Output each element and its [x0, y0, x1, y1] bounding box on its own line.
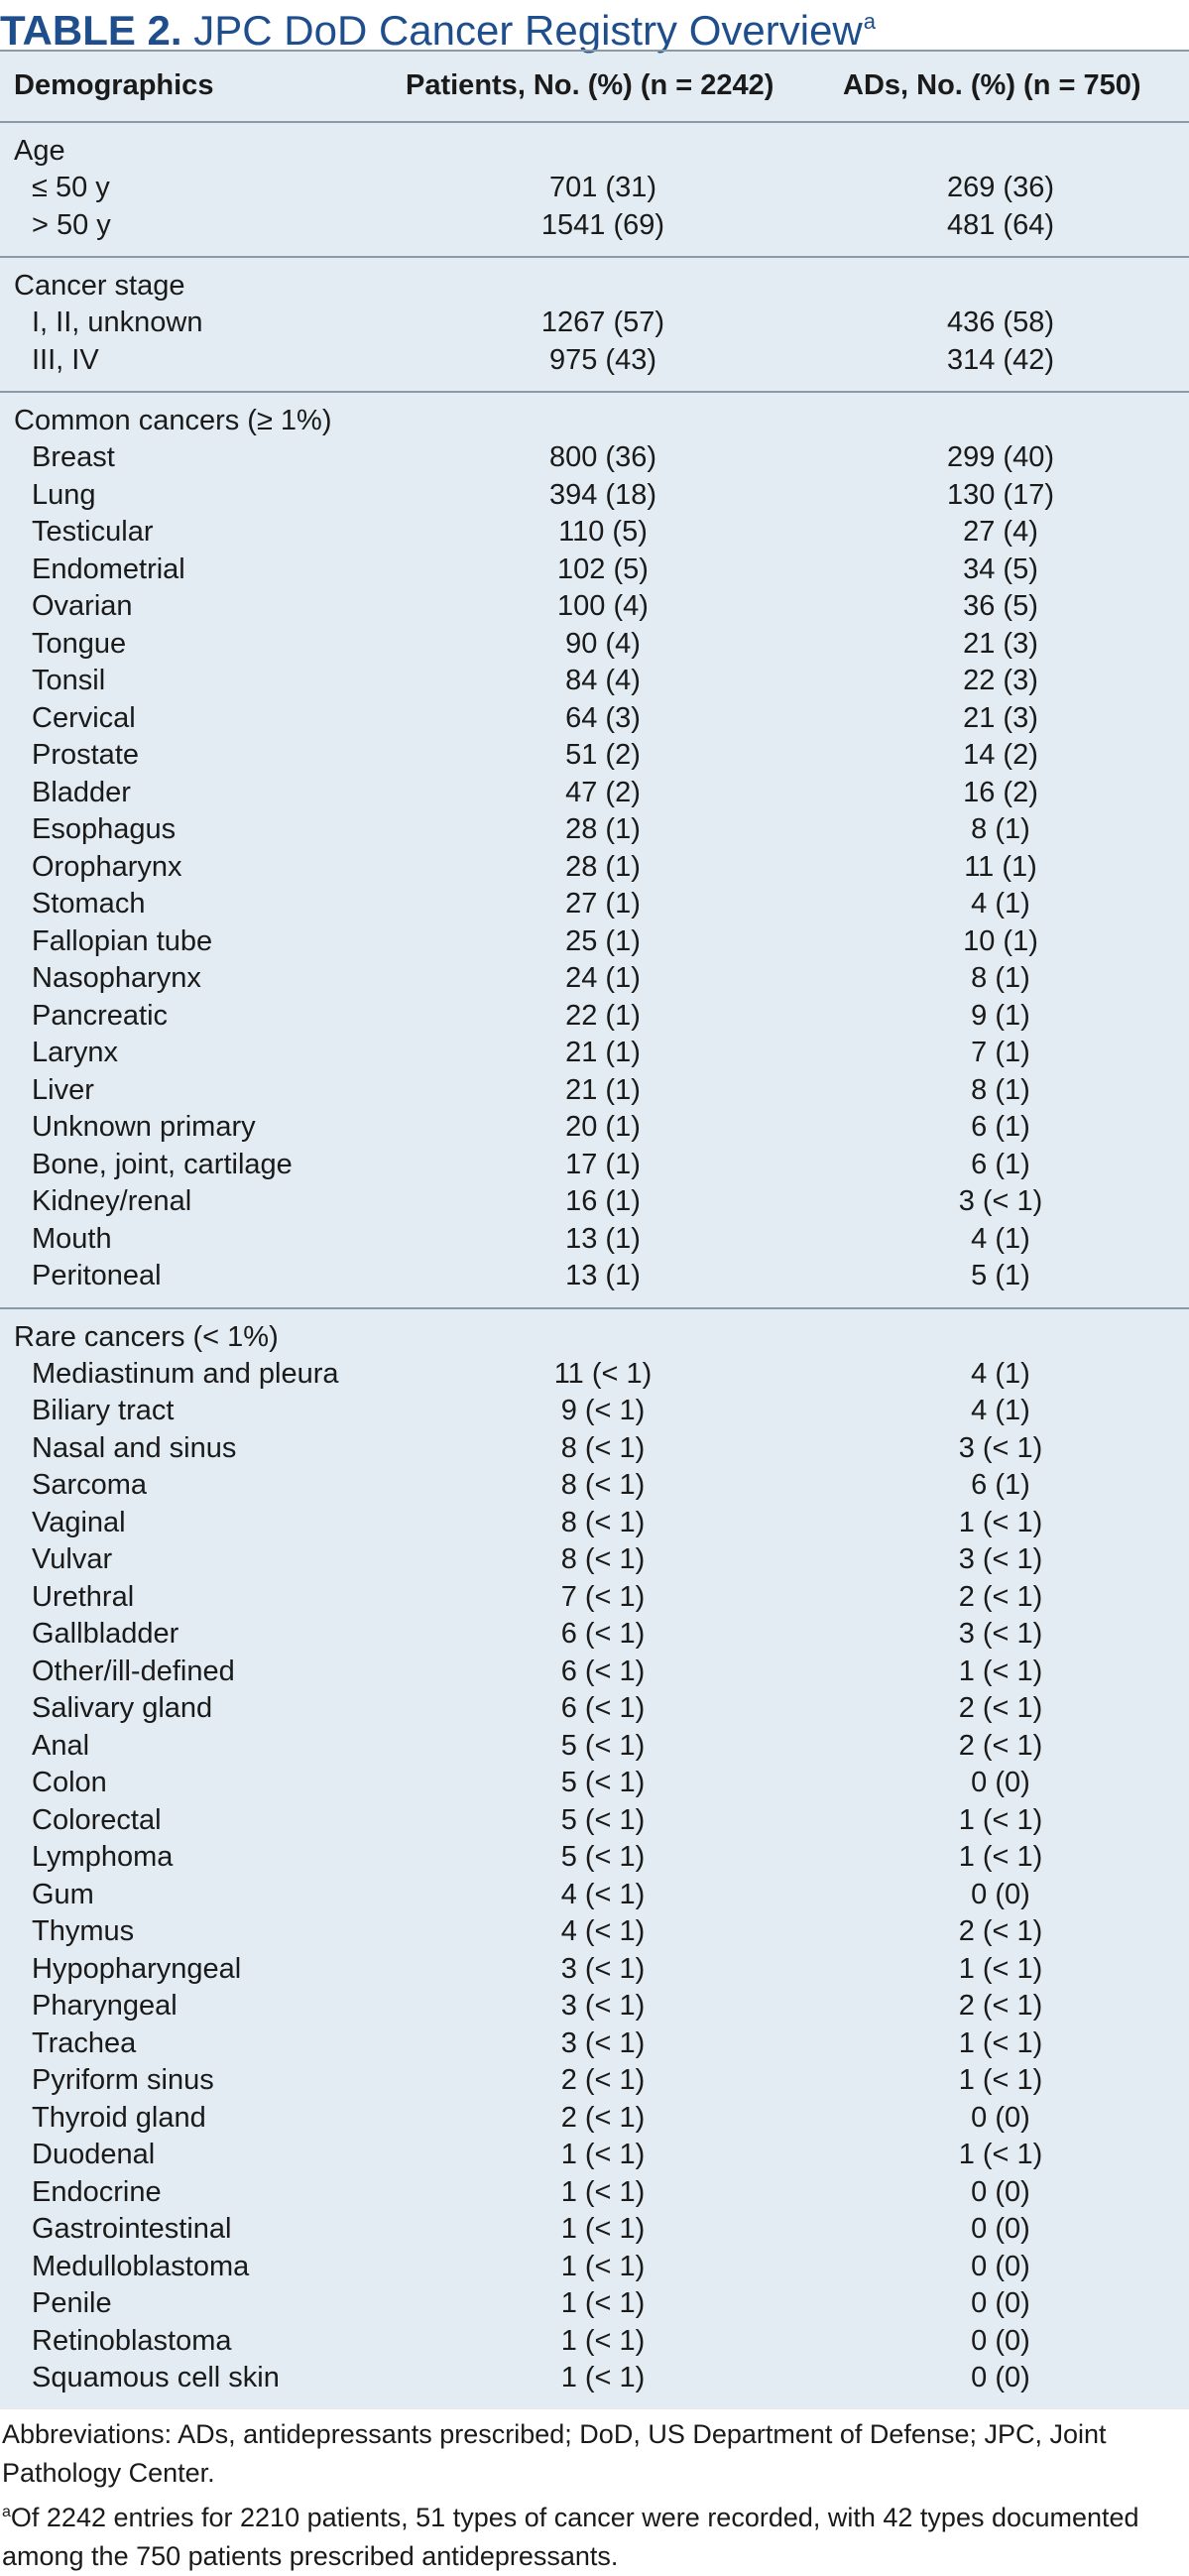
row-label: Kidney/renal — [32, 1185, 192, 1217]
ads-value: 0 (0) — [971, 2250, 1030, 2282]
row-label: Penile — [32, 2287, 112, 2319]
patients-value: 28 (1) — [565, 813, 641, 845]
table-row — [0, 2174, 1189, 2212]
table-row — [0, 439, 1189, 477]
patients-value: 13 (1) — [565, 1260, 641, 1291]
patients-value: 102 (5) — [557, 552, 649, 585]
ads-value: 8 (1) — [971, 1073, 1030, 1106]
table-row — [0, 1951, 1189, 1989]
title-footnote-mark: a — [863, 9, 877, 34]
table-row — [0, 1109, 1189, 1147]
row-label: Medulloblastoma — [32, 2250, 250, 2282]
row-label: Cervical — [32, 701, 136, 734]
section-title: Age — [14, 135, 65, 167]
patients-value: 6 (< 1) — [560, 1618, 646, 1650]
ads-value: 5 (1) — [971, 1260, 1030, 1291]
patients-value: 110 (5) — [558, 516, 648, 548]
ads-value: 6 (1) — [971, 1469, 1030, 1501]
ads-value: 269 (36) — [946, 172, 1055, 203]
ads-value: 8 (1) — [971, 813, 1030, 845]
ads-value: 130 (17) — [946, 478, 1055, 511]
ads-value: 481 (64) — [946, 208, 1055, 241]
patients-value: 21 (1) — [565, 1073, 641, 1106]
patients-value: 1 (< 1) — [560, 2324, 646, 2357]
ads-value: 1 (< 1) — [958, 2139, 1043, 2170]
row-label: Lymphoma — [32, 1841, 174, 1873]
ads-value: 1 (< 1) — [958, 1952, 1043, 1985]
patients-value: 3 (< 1) — [560, 2026, 646, 2059]
ads-value: 21 (3) — [963, 701, 1038, 734]
ads-value: 1 (< 1) — [958, 1803, 1043, 1836]
section-title: Common cancers (≥ 1%) — [14, 405, 332, 436]
row-label: Gallbladder — [32, 1618, 179, 1650]
patients-value: 22 (1) — [565, 999, 641, 1032]
table-row — [0, 305, 1189, 342]
ads-value: 2 (< 1) — [958, 1692, 1043, 1724]
ads-value: 6 (1) — [971, 1148, 1030, 1180]
row-label: Tongue — [32, 627, 127, 660]
table-row — [0, 2323, 1189, 2361]
patients-value: 3 (< 1) — [560, 1990, 646, 2022]
row-label: Breast — [32, 441, 115, 473]
table-row — [0, 2249, 1189, 2286]
ads-value: 299 (40) — [946, 441, 1055, 473]
patients-value: 6 (< 1) — [560, 1692, 646, 1724]
table-row — [0, 663, 1189, 700]
patients-value: 4 (< 1) — [560, 1878, 646, 1910]
patients-value: 1541 (69) — [540, 208, 665, 241]
table-row — [0, 960, 1189, 998]
row-label: Ovarian — [32, 590, 133, 622]
patients-value: 51 (2) — [565, 739, 641, 771]
row-label: Colorectal — [32, 1803, 162, 1836]
ads-value: 2 (< 1) — [958, 1990, 1043, 2022]
row-label: Unknown primary — [32, 1111, 256, 1143]
patients-value: 11 (< 1) — [553, 1357, 653, 1390]
patients-value: 27 (1) — [565, 888, 641, 920]
row-label: Urethral — [32, 1580, 135, 1613]
patients-value: 8 (< 1) — [560, 1506, 646, 1538]
patients-value: 800 (36) — [548, 441, 657, 473]
row-label: Testicular — [32, 516, 154, 548]
ads-value: 14 (2) — [963, 739, 1038, 771]
table-row — [0, 552, 1189, 589]
table-row — [0, 207, 1189, 245]
row-label: Pharyngeal — [32, 1990, 178, 2022]
footnote-a — [2, 2493, 1189, 2576]
table-row — [0, 2360, 1189, 2397]
row-label: Thyroid gland — [32, 2101, 206, 2134]
ads-value: 4 (1) — [971, 1357, 1030, 1390]
row-label: Nasal and sinus — [32, 1431, 237, 1464]
row-label: Prostate — [32, 739, 139, 771]
ads-value: 8 (1) — [971, 962, 1030, 994]
table-row — [0, 811, 1189, 849]
patients-value: 1 (< 1) — [560, 2287, 646, 2319]
table-row — [0, 1877, 1189, 1914]
table-row — [0, 1035, 1189, 1072]
row-label: Endometrial — [32, 552, 185, 585]
row-label: Endocrine — [32, 2175, 162, 2208]
row-label: Other/ill-defined — [32, 1655, 235, 1687]
table-header — [0, 50, 1189, 123]
ads-value: 4 (1) — [971, 1222, 1030, 1255]
patients-value: 2 (< 1) — [560, 2101, 646, 2134]
patients-value: 5 (< 1) — [560, 1803, 646, 1836]
ads-value: 0 (0) — [971, 2101, 1030, 2134]
ads-value: 27 (4) — [963, 516, 1038, 548]
table-row — [0, 1690, 1189, 1728]
patients-value: 84 (4) — [565, 665, 641, 696]
table-section — [0, 123, 1189, 258]
ads-value: 1 (< 1) — [958, 2026, 1043, 2059]
ads-value: 0 (0) — [971, 2287, 1030, 2319]
row-label: III, IV — [32, 343, 99, 376]
data-table — [0, 50, 1189, 2409]
patients-value: 1 (< 1) — [560, 2139, 646, 2170]
row-label: Duodenal — [32, 2139, 156, 2170]
patients-value: 8 (< 1) — [560, 1431, 646, 1464]
patients-value: 1 (< 1) — [560, 2250, 646, 2282]
row-label: Biliary tract — [32, 1395, 175, 1426]
table-row — [0, 1802, 1189, 1840]
table-row — [0, 2062, 1189, 2100]
table-row — [0, 2025, 1189, 2063]
ads-value: 1 (< 1) — [958, 1655, 1043, 1687]
table-section — [0, 1309, 1189, 2409]
row-label: Lung — [32, 478, 96, 511]
row-label: Mouth — [32, 1222, 112, 1255]
ads-value: 9 (1) — [971, 999, 1030, 1032]
row-label: Bone, joint, cartilage — [32, 1148, 293, 1180]
patients-value: 17 (1) — [565, 1148, 641, 1180]
row-label: Colon — [32, 1767, 107, 1798]
table-section — [0, 258, 1189, 393]
table-row — [0, 1505, 1189, 1542]
patients-value: 9 (< 1) — [560, 1395, 646, 1426]
ads-value: 3 (< 1) — [958, 1543, 1043, 1575]
row-label: Retinoblastoma — [32, 2324, 232, 2357]
footnote-mark: a — [2, 2503, 11, 2520]
row-label: Gum — [32, 1878, 94, 1910]
column-header-demographics: Demographics — [14, 69, 214, 101]
table-row — [0, 1654, 1189, 1691]
table-title — [0, 0, 1189, 54]
table-row — [0, 886, 1189, 923]
ads-value: 3 (< 1) — [958, 1431, 1043, 1464]
patients-value: 5 (< 1) — [560, 1729, 646, 1762]
row-label: Sarcoma — [32, 1469, 148, 1501]
patients-value: 2 (< 1) — [560, 2064, 646, 2096]
row-label: Liver — [32, 1073, 94, 1106]
table-row — [0, 700, 1189, 738]
table-row — [0, 170, 1189, 207]
table-row — [0, 1765, 1189, 1802]
table-row — [0, 737, 1189, 775]
ads-value: 4 (1) — [971, 888, 1030, 920]
row-label: ≤ 50 y — [32, 172, 110, 203]
ads-value: 1 (< 1) — [958, 1506, 1043, 1538]
ads-value: 36 (5) — [963, 590, 1038, 622]
table-row — [0, 342, 1189, 380]
row-label: Pancreatic — [32, 999, 169, 1032]
patients-value: 975 (43) — [548, 343, 657, 376]
ads-value: 314 (42) — [946, 343, 1055, 376]
patients-value: 24 (1) — [565, 962, 641, 994]
ads-value: 436 (58) — [946, 307, 1055, 338]
row-label: Vaginal — [32, 1506, 126, 1538]
row-label: Trachea — [32, 2026, 137, 2059]
ads-value: 0 (0) — [971, 2213, 1030, 2245]
patients-value: 90 (4) — [565, 627, 641, 660]
row-label: > 50 y — [32, 208, 111, 241]
table-row — [0, 1541, 1189, 1579]
row-label: Pyriform sinus — [32, 2064, 214, 2096]
patients-value: 28 (1) — [565, 850, 641, 883]
table-row — [0, 2100, 1189, 2138]
patients-value: 100 (4) — [557, 590, 649, 622]
patients-value: 21 (1) — [565, 1037, 641, 1068]
table-row — [0, 1258, 1189, 1295]
row-label: Tonsil — [32, 665, 106, 696]
row-label: I, II, unknown — [32, 307, 203, 338]
table-row — [0, 2137, 1189, 2174]
row-label: Vulvar — [32, 1543, 113, 1575]
table-row — [0, 1221, 1189, 1259]
patients-value: 8 (< 1) — [560, 1543, 646, 1575]
row-label: Nasopharynx — [32, 962, 201, 994]
table-row — [0, 2285, 1189, 2323]
ads-value: 3 (< 1) — [958, 1618, 1043, 1650]
section-title: Cancer stage — [14, 270, 185, 302]
column-header-ads: ADs, No. (%) (n = 750) — [843, 69, 1141, 101]
ads-value: 34 (5) — [963, 552, 1038, 585]
patients-value: 20 (1) — [565, 1111, 641, 1143]
section-title: Rare cancers (< 1%) — [14, 1320, 279, 1353]
row-label: Esophagus — [32, 813, 177, 845]
patients-value: 4 (< 1) — [560, 1915, 646, 1947]
table-section — [0, 393, 1189, 1309]
row-label: Thymus — [32, 1915, 135, 1947]
row-label: Anal — [32, 1729, 90, 1762]
table-row — [0, 1728, 1189, 1766]
row-label: Squamous cell skin — [32, 2362, 280, 2393]
patients-value: 701 (31) — [548, 172, 657, 203]
footnote-text: Of 2242 entries for 2210 patients, 51 types of cancer were recorded, with 42 types documented among the 750 patients prescribed antidepressants. — [2, 2502, 1139, 2571]
table-row — [0, 849, 1189, 887]
patients-value: 7 (< 1) — [560, 1580, 646, 1613]
column-header-patients: Patients, No. (%) (n = 2242) — [406, 69, 774, 101]
patients-value: 64 (3) — [565, 701, 641, 734]
patients-value: 1267 (57) — [540, 307, 665, 338]
ads-value: 6 (1) — [971, 1111, 1030, 1143]
ads-value: 10 (1) — [963, 924, 1038, 957]
table-body — [0, 123, 1189, 2409]
table-row — [0, 1072, 1189, 1110]
ads-value: 2 (< 1) — [958, 1915, 1043, 1947]
patients-value: 1 (< 1) — [560, 2362, 646, 2393]
table-row — [0, 775, 1189, 812]
ads-value: 0 (0) — [971, 2362, 1030, 2393]
ads-value: 2 (< 1) — [958, 1729, 1043, 1762]
table-row — [0, 1616, 1189, 1654]
row-label: Salivary gland — [32, 1692, 213, 1724]
row-label: Gastrointestinal — [32, 2213, 232, 2245]
table-row — [0, 1839, 1189, 1877]
table-row — [0, 1579, 1189, 1617]
table-row — [0, 1393, 1189, 1430]
row-label: Larynx — [32, 1037, 119, 1068]
row-label: Hypopharyngeal — [32, 1952, 242, 1985]
ads-value: 0 (0) — [971, 1878, 1030, 1910]
patients-value: 5 (< 1) — [560, 1841, 646, 1873]
table-row — [0, 1183, 1189, 1221]
patients-value: 16 (1) — [565, 1185, 641, 1217]
table-title-text: JPC DoD Cancer Registry Overview — [193, 7, 863, 54]
table-row — [0, 998, 1189, 1036]
patients-value: 47 (2) — [565, 776, 641, 808]
table-row — [0, 588, 1189, 626]
table-row — [0, 626, 1189, 664]
table-row — [0, 514, 1189, 552]
ads-value: 3 (< 1) — [958, 1185, 1043, 1217]
patients-value: 6 (< 1) — [560, 1655, 646, 1687]
ads-value: 22 (3) — [963, 665, 1038, 696]
ads-value: 1 (< 1) — [958, 2064, 1043, 2096]
row-label: Bladder — [32, 776, 131, 808]
patients-value: 1 (< 1) — [560, 2213, 646, 2245]
table-row — [0, 1356, 1189, 1394]
row-label: Fallopian tube — [32, 924, 213, 957]
ads-value: 0 (0) — [971, 2175, 1030, 2208]
patients-value: 3 (< 1) — [560, 1952, 646, 1985]
ads-value: 0 (0) — [971, 1767, 1030, 1798]
ads-value: 1 (< 1) — [958, 1841, 1043, 1873]
ads-value: 21 (3) — [963, 627, 1038, 660]
ads-value: 4 (1) — [971, 1395, 1030, 1426]
patients-value: 394 (18) — [548, 478, 657, 511]
table-row — [0, 1430, 1189, 1468]
row-label: Oropharynx — [32, 850, 182, 883]
table-row — [0, 2211, 1189, 2249]
patients-value: 25 (1) — [565, 924, 641, 957]
patients-value: 13 (1) — [565, 1222, 641, 1255]
table-row — [0, 1913, 1189, 1951]
table-row — [0, 923, 1189, 961]
abbreviations-note: Abbreviations: ADs, antidepressants prescribed; DoD, US Department of Defense; JPC, Joint Pathology Center. — [2, 2418, 1107, 2488]
patients-value: 8 (< 1) — [560, 1469, 646, 1501]
table-row — [0, 1147, 1189, 1184]
ads-value: 16 (2) — [963, 776, 1038, 808]
patients-value: 5 (< 1) — [560, 1767, 646, 1798]
ads-value: 7 (1) — [971, 1037, 1030, 1068]
patients-value: 1 (< 1) — [560, 2175, 646, 2208]
table-row — [0, 477, 1189, 515]
row-label: Mediastinum and pleura — [32, 1357, 339, 1390]
row-label: Stomach — [32, 888, 146, 920]
ads-value: 11 (1) — [964, 850, 1037, 883]
ads-value: 0 (0) — [971, 2324, 1030, 2357]
row-label: Peritoneal — [32, 1260, 162, 1291]
table-row — [0, 1467, 1189, 1505]
table-label: TABLE 2. — [0, 7, 182, 54]
table-row — [0, 1988, 1189, 2025]
ads-value: 2 (< 1) — [958, 1580, 1043, 1613]
table-footnotes — [0, 2409, 1189, 2576]
